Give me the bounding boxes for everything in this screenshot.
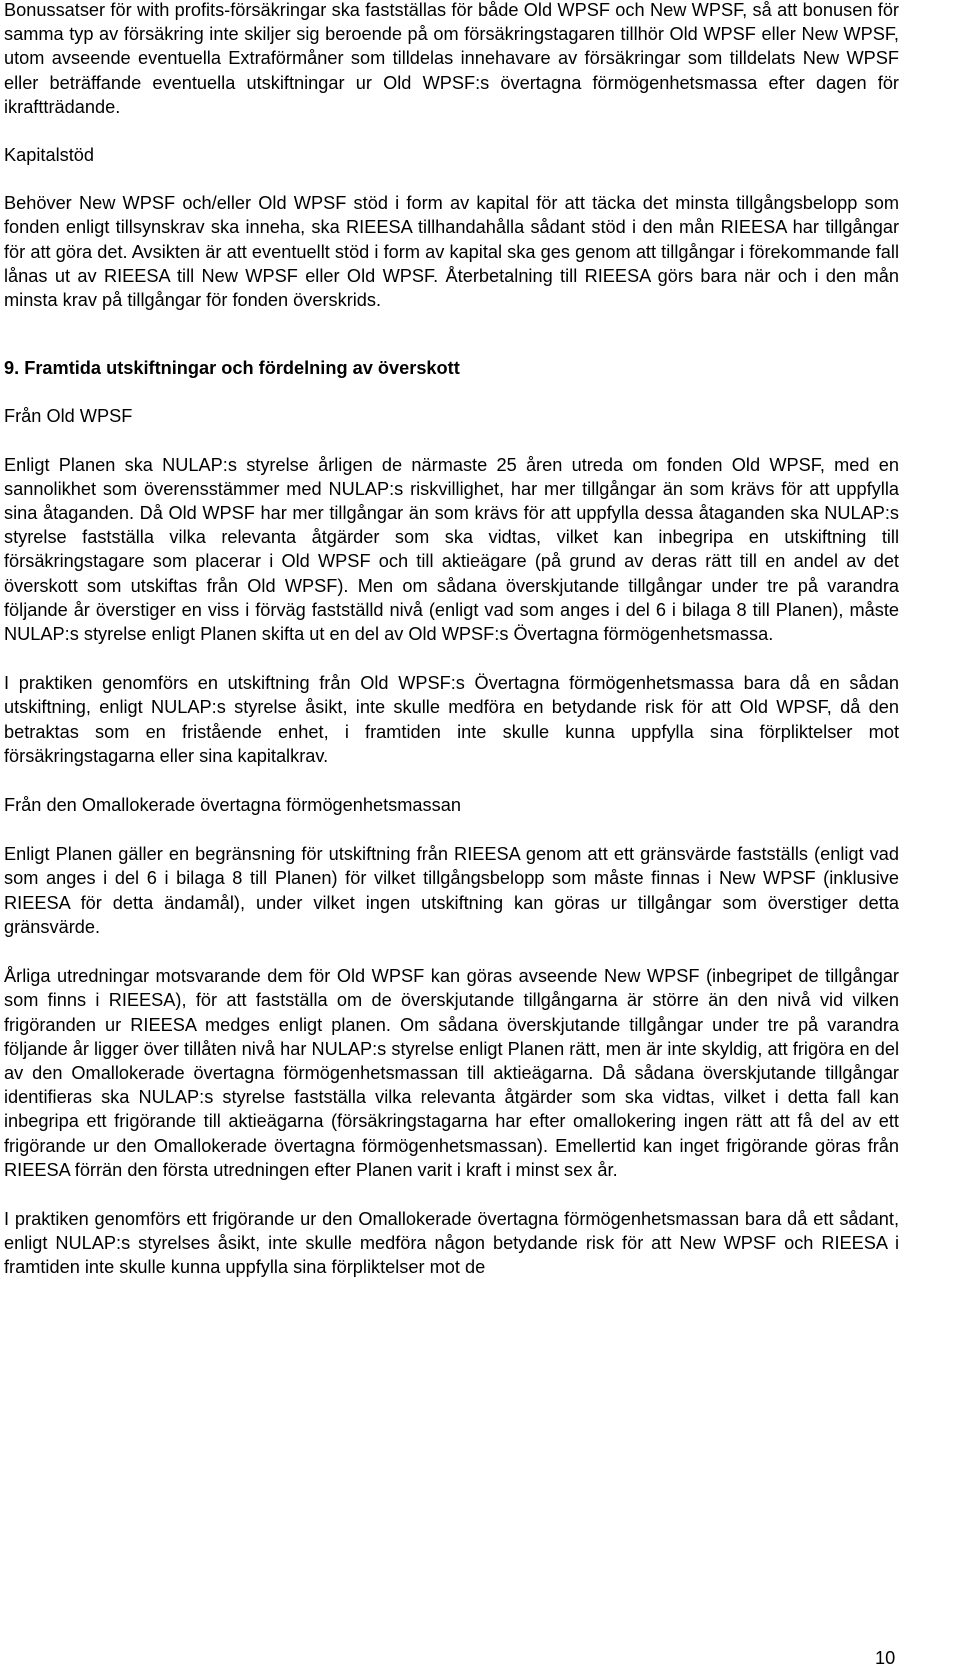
subheading-omallokerade: Från den Omallokerade övertagna förmögenhetsmassan	[4, 795, 461, 816]
section-heading: 9. Framtida utskiftningar och fördelning av överskott	[4, 358, 460, 379]
paragraph-old-wpsf-2: I praktiken genomförs en utskiftning från Old WPSF:s Övertagna förmögenhetsmassa bara då en sådan utskiftning, enligt NULAP:s styrelse åsikt, inte skulle medföra en betydande risk för att Old WPSF, då den betraktas som en fristående enhet, i framtiden inte skulle kunna uppfylla sina förpliktelser mot försäkringstagarna eller sina kapitalkrav.	[4, 673, 899, 766]
paragraph-intro: Bonussatser för with profits-försäkringar ska fastställas för både Old WPSF och New WPSF, så att bonusen för samma typ av försäkring inte skiljer sig beroende på om försäkringstagaren tillhör Old WPSF eller New WPSF, utom avseende eventuella Extraförmåner som tilldelas innehavare av försäkringar som tilldelats New WPSF eller beträffande eventuella utskiftningar ur Old WPSF:s övertagna förmögenhetsmassa efter dagen för ikraftträdande.	[4, 0, 899, 117]
subheading-kapitalstod: Kapitalstöd	[4, 145, 94, 166]
document-body	[4, 0, 899, 1280]
paragraph-kapitalstod: Behöver New WPSF och/eller Old WPSF stöd i form av kapital för att täcka det minsta tillgångsbelopp som fonden enligt tillsynskrav ska inneha, ska RIEESA tillhandahålla sådant stöd i den mån RIEESA har tillgångar för att göra det. Avsikten är att eventuellt stöd i form av kapital ska ges genom att tillgångar i förekommande fall lånas ut av RIEESA till New WPSF eller Old WPSF. Återbetalning till RIEESA görs bara när och i den mån minsta krav på tillgångar för fonden överskrids.	[4, 193, 899, 311]
subheading-old-wpsf: Från Old WPSF	[4, 406, 133, 427]
paragraph-old-wpsf-1: Enligt Planen ska NULAP:s styrelse årligen de närmaste 25 åren utreda om fonden Old WPSF, med en sannolikhet som överensstämmer med NULAP:s riskvillighet, har mer tillgångar än som krävs för att uppfylla sina åtaganden. Då Old WPSF har mer tillgångar än som krävs för att uppfylla dessa åtaganden ska NULAP:s styrelse fastställa vilka relevanta åtgärder som ska vidtas, vilket kan inbegripa en utskiftning till försäkringstagare som placerar i Old WPSF och till aktieägare (på grund av deras rätt till en andel av det överskott som utskiftas från Old WPSF). Men om sådana överskjutande tillgångar under tre på varandra följande år överstiger en viss i förväg fastställd nivå (enligt vad som anges i del 6 i bilaga 8 till Planen), måste NULAP:s styrelse enligt Planen skifta ut en del av Old WPSF:s Övertagna förmögenhetsmassa.	[4, 454, 899, 645]
paragraph-omallokerade-3: I praktiken genomförs ett frigörande ur den Omallokerade övertagna förmögenhetsmassan bara då ett sådant, enligt NULAP:s styrelses åsikt, inte skulle medföra någon betydande risk för att New WPSF och RIEESA i framtiden inte skulle kunna uppfylla sina förpliktelser mot de	[4, 1208, 899, 1278]
paragraph-omallokerade-2: Årliga utredningar motsvarande dem för Old WPSF kan göras avseende New WPSF (inbegripet de tillgångar som finns i RIEESA), för att fastställa om de överskjutande tillgångarna är större än den nivå vid vilken frigöranden ur RIEESA medges enligt planen. Om sådana överskjutande tillgångar under tre på varandra följande år ligger över tillåten nivå har NULAP:s styrelse enligt Planen rätt, men är inte skyldig, att frigöra en del av den Omallokerade övertagna förmögenhetsmassan till aktieägarna. Då sådana överskjutande tillgångar identifieras ska NULAP:s styrelse fastställa vilka relevanta åtgärder som ska vidtas, vilket i detta fall kan inbegripa ett frigörande till aktieägarna (försäkringstagarna har efter omallokering ingen rätt att få del av ett frigörande ur den Omallokerade övertagna förmögenhetsmassan). Emellertid kan inget frigörande göras från RIEESA förrän den första utredningen efter Planen varit i kraft i minst sex år.	[4, 966, 899, 1180]
page-number: 10	[875, 1648, 896, 1668]
paragraph-omallokerade-1: Enligt Planen gäller en begränsning för utskiftning från RIEESA genom att ett gränsvärde fastställs (enligt vad som anges i del 6 i bilaga 8 till Planen) för vilket tillgångsbelopp som måste finnas i New WPSF (inklusive RIEESA för detta ändamål), under vilket ingen utskiftning kan göras ur tillgångar som överstiger detta gränsvärde.	[4, 844, 899, 937]
